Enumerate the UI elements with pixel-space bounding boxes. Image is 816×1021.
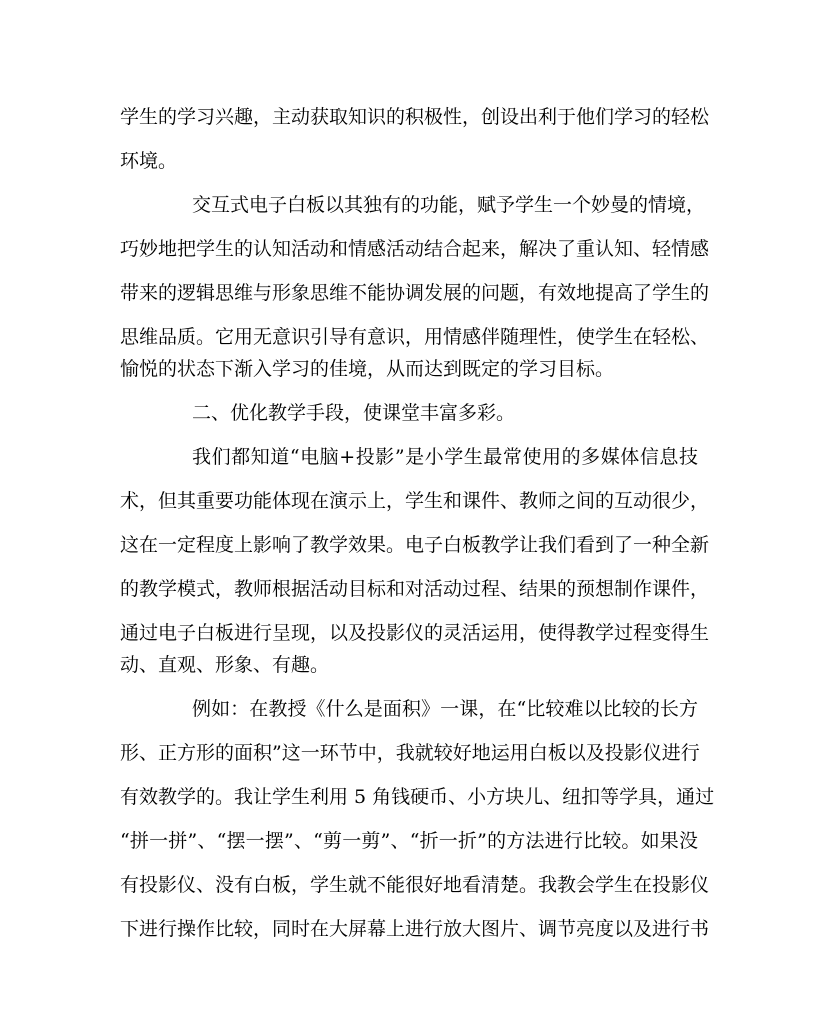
text-line: 下进行操作比较，同时在大屏幕上进行放大图片、调节亮度以及进行书	[120, 918, 710, 940]
text-line: 形、正方形的面积”这一环节中，我就较好地运用白板以及投影仪进行	[120, 742, 700, 764]
text-line: 带来的逻辑思维与形象思维不能协调发展的问题，有效地提高了学生的	[120, 282, 710, 304]
text-line: 学生的学习兴趣，主动获取知识的积极性，创设出利于他们学习的轻松	[120, 106, 710, 128]
text-line: 通过电子白板进行呈现，以及投影仪的灵活运用，使得教学过程变得生	[120, 622, 710, 644]
section-heading: 二、优化教学手段，使课堂丰富多彩。	[192, 402, 516, 424]
text-line: 巧妙地把学生的认知活动和情感活动结合起来，解决了重认知、轻情感	[120, 238, 710, 260]
paragraph-first-line: 交互式电子白板以其独有的功能，赋予学生一个妙曼的情境，	[192, 194, 706, 216]
text-line: 愉悦的状态下渐入学习的佳境，从而达到既定的学习目标。	[120, 358, 615, 380]
text-line: “拼一拼”、“摆一摆”、“剪一剪”、“折一折”的方法进行比较。如果没	[120, 830, 698, 852]
text-line: 这在一定程度上影响了教学效果。电子白板教学让我们看到了一种全新	[120, 534, 710, 556]
text-line: 思维品质。它用无意识引导有意识，用情感伴随理性，使学生在轻松、	[120, 326, 710, 348]
text-line: 动、直观、形象、有趣。	[120, 654, 330, 676]
paragraph-first-line: 我们都知道“电脑+投影”是小学生最常使用的多媒体信息技	[192, 446, 698, 468]
text-line: 有投影仪、没有白板，学生就不能很好地看清楚。我教会学生在投影仪	[120, 874, 710, 896]
text-line: 的教学模式，教师根据活动目标和对活动过程、结果的预想制作课件，	[120, 578, 710, 600]
text-line: 有效教学的。我让学生利用 5 角钱硬币、小方块儿、纽扣等学具，通过	[120, 786, 715, 808]
paragraph-first-line: 例如：在教授《什么是面积》一课，在“比较难以比较的长方	[192, 698, 698, 720]
text-line: 环境。	[120, 150, 178, 172]
text-line: 术，但其重要功能体现在演示上，学生和课件、教师之间的互动很少，	[120, 490, 710, 512]
